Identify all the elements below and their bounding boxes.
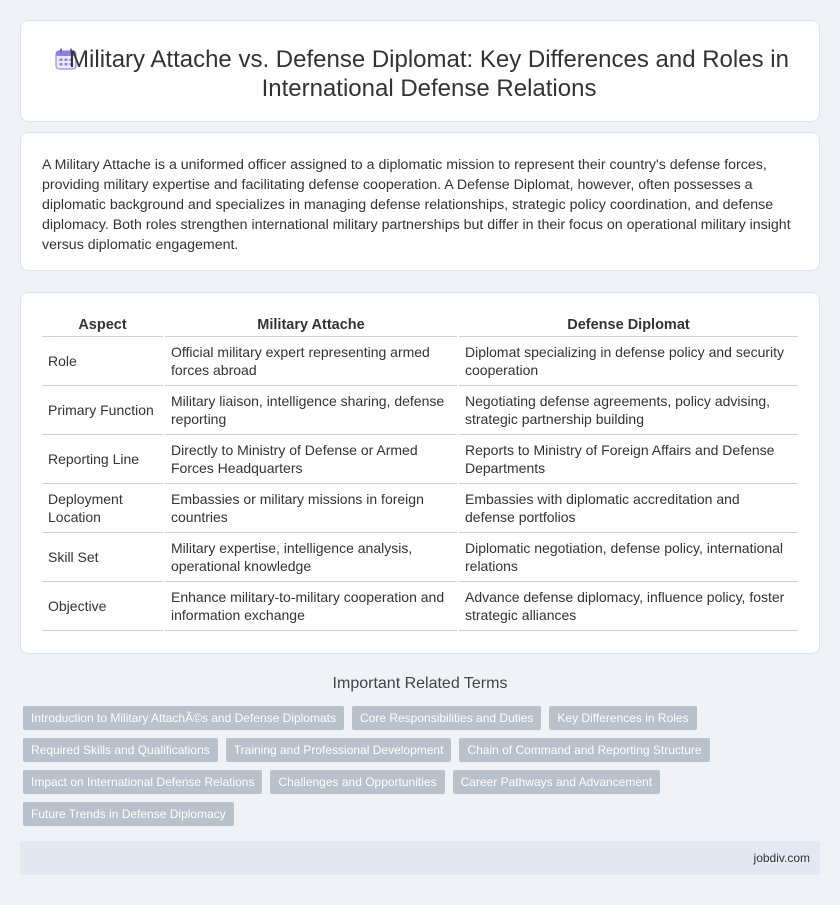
related-terms-list [23, 706, 813, 826]
table-row [42, 581, 798, 630]
aspect-cell: Deployment Location [42, 483, 164, 532]
header-military-attache: Military Attache [164, 315, 458, 336]
related-term-tag[interactable]: Challenges and Opportunities [270, 770, 444, 794]
defense-diplomat-cell: Advance defense diplomacy, influence policy, foster strategic alliances [458, 581, 798, 630]
footer [20, 841, 820, 875]
defense-diplomat-cell: Diplomatic negotiation, defense policy, international relations [458, 532, 798, 581]
related-term-tag[interactable]: Introduction to Military AttachÃ©s and Defense Diplomats [23, 706, 344, 730]
aspect-cell: Skill Set [42, 532, 164, 581]
header-card [20, 20, 820, 122]
table-row [42, 385, 798, 434]
related-term-tag[interactable]: Chain of Command and Reporting Structure [459, 738, 709, 762]
defense-diplomat-cell: Negotiating defense agreements, policy advising, strategic partnership building [458, 385, 798, 434]
comparison-table [42, 315, 798, 631]
related-term-tag[interactable]: Career Pathways and Advancement [453, 770, 660, 794]
military-attache-cell: Embassies or military missions in foreign countries [164, 483, 458, 532]
related-term-tag[interactable]: Training and Professional Development [226, 738, 452, 762]
military-attache-cell: Directly to Ministry of Defense or Armed Forces Headquarters [164, 434, 458, 483]
related-term-tag[interactable]: Future Trends in Defense Diplomacy [23, 802, 234, 826]
footer-site-link[interactable]: jobdiv.com [753, 851, 810, 865]
military-attache-cell: Enhance military-to-military cooperation and information exchange [164, 581, 458, 630]
table-row [42, 483, 798, 532]
aspect-cell: Reporting Line [42, 434, 164, 483]
table-header-row [42, 315, 798, 336]
related-term-tag[interactable]: Key Differences in Roles [549, 706, 696, 730]
related-term-tag[interactable]: Impact on International Defense Relations [23, 770, 262, 794]
defense-diplomat-cell: Embassies with diplomatic accreditation and defense portfolios [458, 483, 798, 532]
header-defense-diplomat: Defense Diplomat [458, 315, 798, 336]
military-attache-cell: Military liaison, intelligence sharing, defense reporting [164, 385, 458, 434]
page-title: Military Attache vs. Defense Diplomat: Key Differences and Roles in International Defense Relations [69, 46, 789, 102]
related-term-tag[interactable]: Core Responsibilities and Duties [352, 706, 541, 730]
table-row [42, 532, 798, 581]
military-attache-cell: Military expertise, intelligence analysis, operational knowledge [164, 532, 458, 581]
related-terms-title: Important Related Terms [332, 675, 508, 692]
military-attache-cell: Official military expert representing armed forces abroad [164, 336, 458, 385]
header-aspect: Aspect [42, 315, 164, 336]
related-term-tag[interactable]: Required Skills and Qualifications [23, 738, 218, 762]
intro-card [20, 132, 820, 271]
intro-paragraph: A Military Attache is a uniformed officer assigned to a diplomatic mission to represent their country's defense forces, providing military expertise and facilitating defense cooperation. A Defense Diplomat, however, often possesses a diplomatic background and specializes in managing defense relationships, strategic policy coordination, and defense diplomacy. Both roles strengthen international military partnerships but differ in their focus on operational military insight versus diplomatic engagement. [42, 157, 791, 253]
table-row [42, 336, 798, 385]
comparison-table-card [20, 292, 820, 654]
aspect-cell: Role [42, 336, 164, 385]
table-row [42, 434, 798, 483]
defense-diplomat-cell: Diplomat specializing in defense policy and security cooperation [458, 336, 798, 385]
aspect-cell: Primary Function [42, 385, 164, 434]
defense-diplomat-cell: Reports to Ministry of Foreign Affairs and Defense Departments [458, 434, 798, 483]
aspect-cell: Objective [42, 581, 164, 630]
